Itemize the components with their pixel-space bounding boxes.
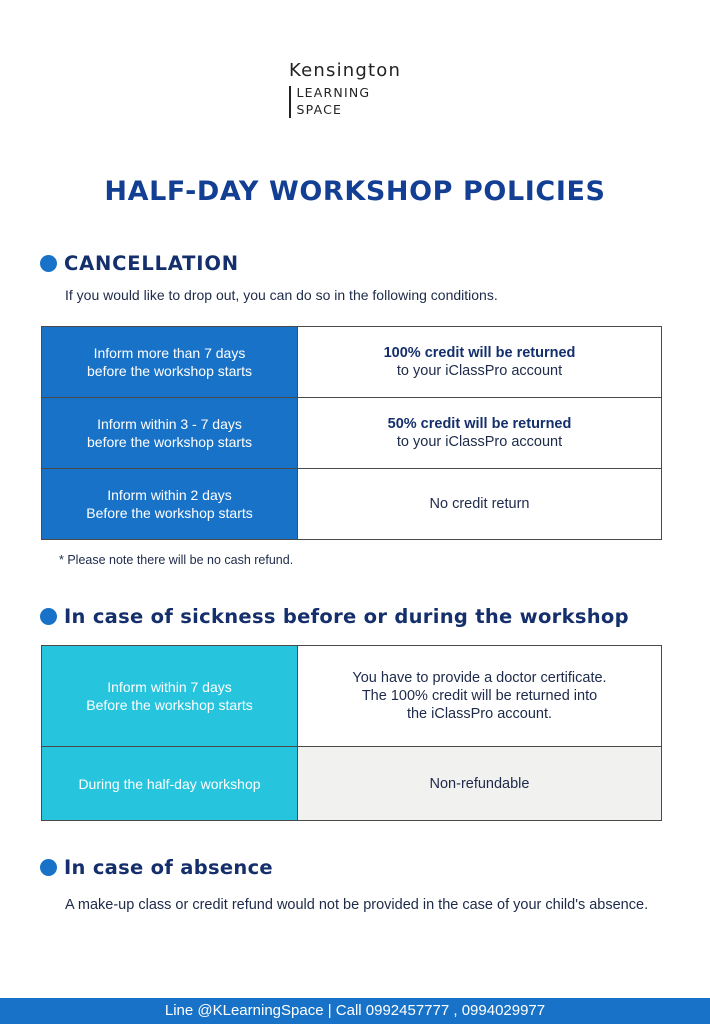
- cancellation-table: [41, 326, 662, 540]
- table-row: [42, 646, 661, 747]
- condition-line: During the half-day workshop: [78, 775, 261, 792]
- logo-divider: [289, 86, 291, 118]
- cancellation-intro: If you would like to drop out, you can do so in the following conditions.: [65, 287, 498, 303]
- contact-footer: Line @KLearningSpace | Call 0992457777 , 0994029977: [0, 998, 710, 1024]
- outcome-cell: [298, 646, 661, 746]
- condition-cell: [42, 747, 298, 820]
- outcome-cell: [298, 469, 661, 539]
- cancellation-title: CANCELLATION: [64, 252, 239, 275]
- logo-line-2: SPACE: [296, 102, 343, 117]
- condition-line: before the workshop starts: [87, 363, 252, 379]
- condition-line: before the workshop starts: [87, 434, 252, 450]
- logo: [289, 60, 429, 118]
- refund-note: * Please note there will be no cash refund.: [59, 553, 294, 567]
- condition-cell: [42, 646, 298, 746]
- outcome-cell: [298, 747, 661, 820]
- bullet-dot-icon: [40, 859, 57, 876]
- absence-text: A make-up class or credit refund would not be provided in the case of your child's absence.: [65, 897, 649, 913]
- condition-cell: [42, 398, 298, 468]
- condition-line: Inform within 7 days: [107, 679, 232, 695]
- condition-line: Inform within 2 days: [107, 487, 232, 503]
- outcome-text: Non-refundable: [429, 775, 530, 792]
- table-row: [42, 327, 661, 398]
- outcome-bold: 50% credit will be returned: [387, 416, 572, 432]
- outcome-text: No credit return: [429, 496, 530, 512]
- outcome-bold: 100% credit will be returned: [383, 345, 576, 361]
- condition-line: Inform more than 7 days: [93, 345, 246, 361]
- condition-cell: [42, 469, 298, 539]
- absence-heading: [40, 856, 273, 879]
- outcome-text: to your iClassPro account: [396, 434, 563, 450]
- bullet-dot-icon: [40, 608, 57, 625]
- logo-name: Kensington: [289, 60, 402, 81]
- outcome-text: You have to provide a doctor certificate.: [352, 670, 607, 686]
- cancellation-heading: [40, 252, 239, 275]
- condition-cell: [42, 327, 298, 397]
- sickness-heading: [40, 605, 629, 628]
- outcome-text: the iClassPro account.: [406, 706, 553, 722]
- bullet-dot-icon: [40, 255, 57, 272]
- sickness-title: In case of sickness before or during the workshop: [64, 605, 629, 628]
- table-row: [42, 469, 661, 539]
- condition-line: Inform within 3 - 7 days: [97, 416, 242, 432]
- logo-line-1: LEARNING: [296, 85, 371, 100]
- logo-subtitle: [289, 84, 429, 118]
- outcome-cell: [298, 398, 661, 468]
- absence-title: In case of absence: [64, 856, 273, 879]
- condition-line: Before the workshop starts: [86, 505, 253, 521]
- table-row: [42, 747, 661, 820]
- outcome-cell: [298, 327, 661, 397]
- sickness-table: [41, 645, 662, 821]
- outcome-text: to your iClassPro account: [396, 363, 563, 379]
- page-title: HALF-DAY WORKSHOP POLICIES: [104, 176, 606, 207]
- table-row: [42, 398, 661, 469]
- condition-line: Before the workshop starts: [86, 697, 253, 713]
- outcome-text: The 100% credit will be returned into: [361, 688, 598, 704]
